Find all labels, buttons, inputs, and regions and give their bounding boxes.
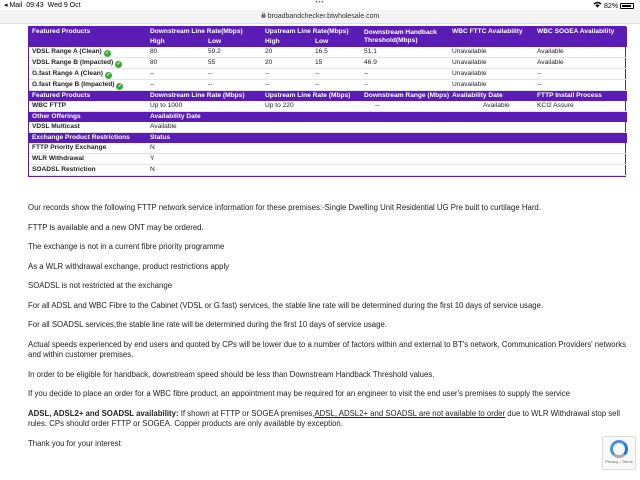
sub-down-high: High (147, 37, 205, 47)
cell: Available (534, 47, 627, 58)
note: FTTP is available and a new ONT may be ordered. (28, 222, 204, 232)
note-bold: ADSL, ADSL2+ and SOADSL availability: (28, 408, 179, 418)
lock-icon (261, 13, 268, 20)
note: For all SOADSL services,the stable line rate will be determined during the first 10 days of service usage. (28, 320, 387, 329)
col-sogea-availability: WBC SOGEA Availability (534, 27, 627, 37)
product-name: G.fast Range B (Impacted) (32, 81, 115, 88)
results-panel (28, 26, 626, 177)
recaptcha-badge[interactable] (602, 436, 636, 470)
col-status: Status (147, 133, 627, 144)
cell: -- (361, 69, 449, 80)
col-upstream-rate: Upstream Line Rate (Mbps) (262, 91, 361, 102)
col-other-offerings: Other Offerings (29, 112, 147, 123)
note-text: due to WLR Withdrawal stop sell rules. CPs should order FTTP or SOGEA. Copper products are only available by exception. (28, 408, 620, 428)
table-row (29, 143, 627, 154)
table-row (29, 47, 627, 58)
service-notes (28, 203, 628, 458)
product-name: VDSL Multicast (29, 122, 147, 133)
status-date: Wed 9 Oct (47, 2, 81, 9)
cell: 15 (312, 58, 361, 69)
info-icon[interactable]: ✓ (116, 61, 121, 67)
note-text: If shown at FTTP or SOGEA premises, (178, 408, 315, 418)
cell: 80 (147, 58, 205, 69)
recaptcha-icon (610, 440, 628, 458)
col-availability-date: Availability Date (449, 91, 534, 102)
back-to-mail-link[interactable]: ◂ Mail (4, 2, 23, 9)
sub-down-low: Low (205, 37, 262, 47)
note: Our records show the following FTTP network service information for these premises:-Single Dwelling Unit Residential UG Pre built to curtilage Hard. (28, 203, 541, 212)
product-name: VDSL Range B (Impacted) (32, 59, 114, 66)
note: Actual speeds experienced by end users and quoted by CPs will be lower due to a number of factors within and external to BT's network, Communication Providers' networks and within customer premises. (28, 339, 627, 359)
cell: -- (312, 80, 361, 91)
cell: -- (534, 80, 627, 91)
cell: Up to 1000 (147, 101, 262, 112)
cell: N (147, 143, 627, 154)
sub-up-high: High (262, 37, 312, 47)
cell: Unavailable (449, 47, 534, 58)
cell: Unavailable (449, 58, 534, 69)
cell: Available (147, 122, 627, 133)
battery-icon (620, 3, 634, 9)
product-name: WBC FTTP (29, 101, 147, 112)
col-fttc-availability: WBC FTTC Availability (449, 27, 534, 37)
col-handback-threshold: Downstream Handback Threshold(Mbps) (361, 27, 449, 47)
table-row (29, 101, 627, 112)
status-right (593, 1, 634, 10)
table-row (29, 154, 627, 165)
col-downstream-rate: Downstream Line Rate(Mbps) (147, 27, 262, 37)
table-row (29, 80, 627, 91)
table-row (29, 122, 627, 133)
cell: Y (147, 154, 627, 165)
cell: -- (147, 69, 205, 80)
fttp-header-row (29, 91, 627, 102)
battery-percent: 82% (604, 3, 619, 10)
url-text: broadbandchecker.btwholesale.com (267, 13, 380, 20)
restrictions-header-row (29, 133, 627, 144)
restriction-name: SOADSL Restriction (29, 165, 147, 176)
restriction-name: FTTP Priority Exchange (29, 143, 147, 154)
col-downstream-rate: Downstream Line Rate (Mbps) (147, 91, 262, 102)
col-featured-products: Featured Products (29, 27, 147, 37)
cell: Up to 220 (262, 101, 361, 112)
cell: 16.5 (312, 47, 361, 58)
recaptcha-text[interactable]: Privacy - Terms (605, 459, 633, 464)
table-row (29, 69, 627, 80)
status-time: 09:43 (26, 2, 44, 9)
cell: 55 (205, 58, 262, 69)
restriction-name: WLR Withdrawal (29, 154, 147, 165)
featured-subheader-row (29, 37, 627, 47)
col-downstream-range: Downstream Range (Mbps) (361, 91, 449, 102)
status-bar (0, 0, 640, 10)
cell: -- (361, 101, 449, 112)
cell: 20 (262, 58, 312, 69)
wifi-icon (593, 3, 604, 10)
info-icon[interactable]: ✓ (105, 50, 110, 56)
url-bar[interactable] (0, 10, 640, 24)
cell: 51.1 (361, 47, 449, 58)
note-underline: ADSL, ADSL2+ and SOADSL are not available to order (314, 408, 506, 418)
product-name: VDSL Range A (Clean) (32, 48, 102, 55)
multitask-dots[interactable]: ••• (315, 0, 325, 6)
cell: Unavailable (449, 69, 534, 80)
featured-products-table (28, 26, 626, 177)
cell: KCI2 Assure (534, 101, 627, 112)
note: For all ADSL and WBC Fibre to the Cabinet (VDSL or G.fast) services, the stable line rate will be determined during the first 10 days of service usage. (28, 300, 544, 310)
info-icon[interactable]: ✓ (117, 83, 123, 89)
cell: 20 (262, 47, 312, 58)
product-name: G.fast Range A (Clean) (32, 70, 103, 77)
other-offerings-header-row (29, 112, 627, 123)
sub-up-low: Low (312, 37, 361, 47)
note: If you decide to place an order for a WBC fibre product, an appointment may be required for an engineer to visit the end user's premises to supply the service (28, 389, 570, 398)
col-exchange-restrictions: Exchange Product Restrictions (29, 133, 147, 144)
cell: N (147, 165, 627, 176)
note: SOADSL is not restricted at the exchange (28, 281, 173, 290)
note: Thank you for your interest (28, 438, 121, 448)
col-upstream-rate: Upstream Line Rate(Mbps) (262, 27, 361, 37)
note: In order to be eligible for handback, downstream speed should be less than Downstream Handback Threshold values. (28, 369, 435, 379)
cell: -- (262, 80, 312, 91)
info-icon[interactable]: ✓ (106, 72, 111, 78)
table-row (29, 58, 627, 69)
cell: 59.2 (205, 47, 262, 58)
cell: -- (262, 69, 312, 80)
cell: -- (534, 69, 627, 80)
note-availability (28, 409, 628, 430)
cell: -- (361, 80, 449, 91)
col-install-process: FTTP Install Process (534, 91, 627, 102)
featured-header-row (29, 27, 627, 37)
table-row (29, 165, 627, 176)
cell: Unavailable (449, 80, 534, 91)
cell: -- (147, 80, 205, 91)
note: The exchange is not in a current fibre priority programme (28, 242, 225, 251)
cell: Available (449, 101, 534, 112)
note: As a WLR withdrawal exchange, product restrictions apply (28, 261, 230, 271)
col-availability-date: Availability Date (147, 112, 627, 123)
col-featured-products: Featured Products (29, 91, 147, 102)
cell: -- (312, 69, 361, 80)
cell: -- (205, 69, 262, 80)
cell: Available (534, 58, 627, 69)
cell: 80 (147, 47, 205, 58)
cell: 46.9 (361, 58, 449, 69)
cell: -- (205, 80, 262, 91)
